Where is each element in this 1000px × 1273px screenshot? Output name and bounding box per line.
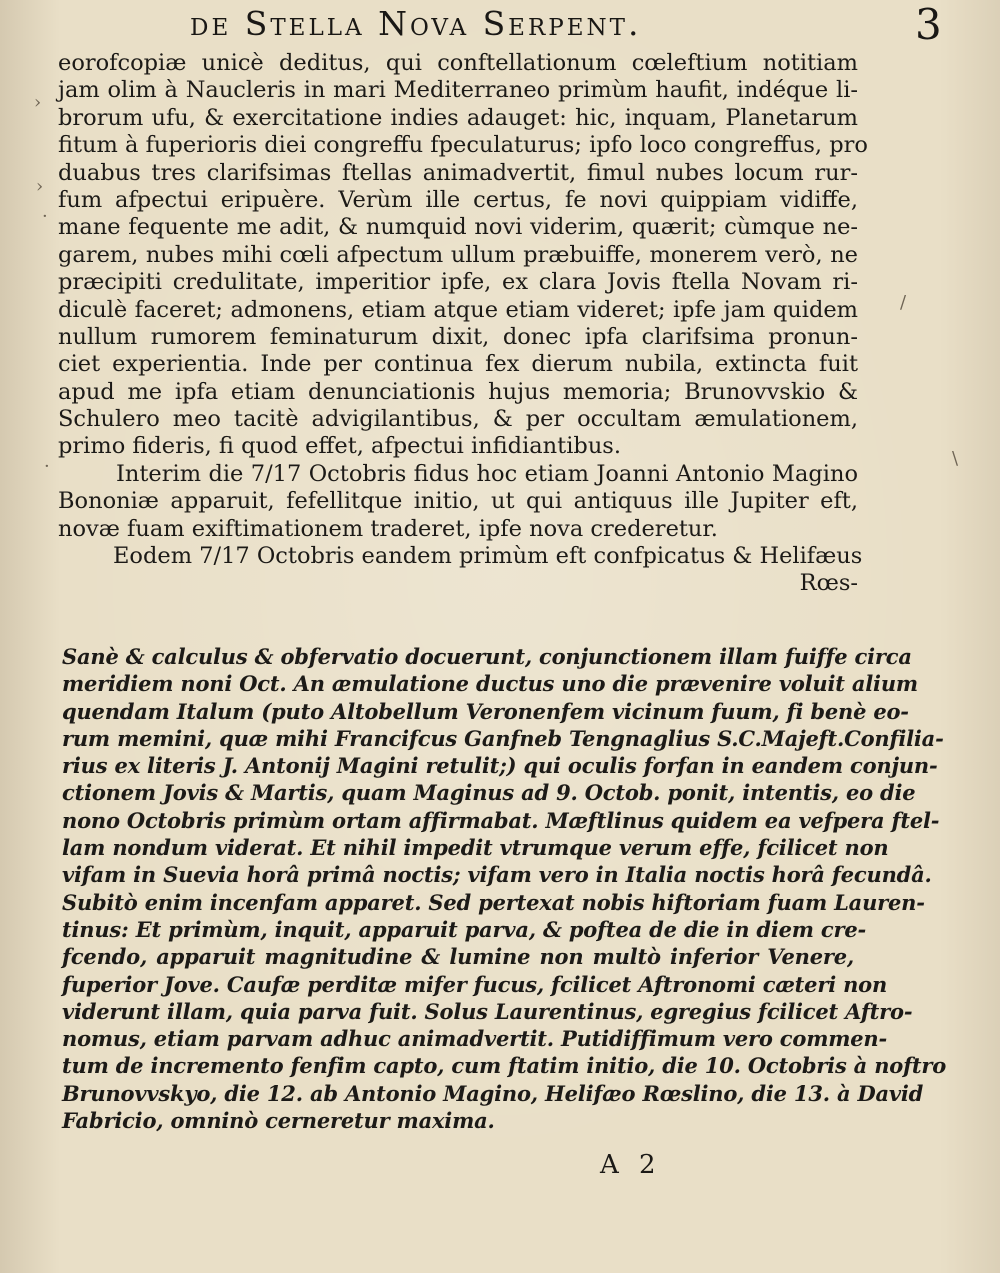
text-line: apud me ipfa etiam denunciationis hujus memoria; Brunovvskio & [58, 378, 858, 405]
margin-mark: \ [952, 448, 959, 469]
page-number: 3 [915, 0, 942, 49]
text-line: ciet experientia. Inde per continua fex dierum nubila, extincta fuit [58, 351, 858, 378]
text-line: mane fequente me adit, & numquid novi viderim, quærit; cùmque ne- [58, 214, 858, 241]
text-line: primo fideris, fi quod effet, afpectui infidiantibus. [58, 433, 622, 460]
annotation-line: vifam in Suevia horâ primâ noctis; vifam vero in Italia noctis horâ fecundâ. [62, 862, 932, 888]
annotation-line: rum memini, quæ mihi Francifcus Ganfneb Tengnaglius S.C.Majeft.Confilia- [62, 725, 944, 751]
annotation-line: Subitò enim incenfam apparet. Sed pertexat nobis hiftoriam fuam Lauren- [62, 889, 925, 915]
text-line: præcipiti credulitate, imperitior ipfe, ex clara Jovis ftella Novam ri- [58, 269, 858, 296]
annotation-line: viderunt illam, quia parva fuit. Solus Laurentinus, egregius fcilicet Aftro- [62, 998, 913, 1024]
signature-mark: A 2 [600, 1150, 662, 1180]
text-line: Interim die 7/17 Octobris fidus hoc etiam Joanni Antonio Magino [116, 460, 858, 487]
text-line: duabus tres clarifsimas ftellas animadvertit, fimul nubes locum rur- [58, 159, 858, 186]
text-line: nullum rumorem feminaturum dixit, donec ipfa clarifsima pronun- [58, 323, 858, 350]
margin-mark: / [900, 292, 907, 313]
annotation-line: tum de incremento fenfim capto, cum ftatim initio, die 10. Octobris à noftro [62, 1053, 947, 1079]
annotation-line: ctionem Jovis & Martis, quam Maginus ad 9. Octob. ponit, intentis, eo die [62, 780, 916, 806]
text-line: diculè faceret; admonens, etiam atque etiam videret; ipfe jam quidem [58, 296, 858, 323]
margin-mark: › [36, 176, 44, 197]
page-header [0, 0, 1000, 49]
annotation-line: fcendo, apparuit magnitudine & lumine non multò inferior Venere, [62, 944, 854, 970]
annotation-line: nomus, etiam parvam adhuc animadvertit. Putidiffimum vero commen- [62, 1026, 887, 1052]
margin-mark: › [34, 92, 42, 113]
annotation-line: quendam Italum (puto Altobellum Veronenfem vicinum fuum, fi benè eo- [62, 698, 909, 724]
annotation-line: tinus: Et primùm, inquit, apparuit parva, & poftea de die in diem cre- [62, 916, 867, 942]
text-line: fitum à fuperioris diei congreffu fpeculaturus; ipfo loco congreffus, pro [58, 132, 868, 159]
text-line: Schulero meo tacitè advigilantibus, & per occultam æmulationem, [58, 406, 858, 433]
margin-mark: · [42, 206, 48, 227]
annotation-line: Sanè & calculus & obfervatio docuerunt, conjunctionem illam fuiffe circa [62, 644, 912, 669]
margin-mark: · [44, 456, 50, 477]
annotation-line: fuperior Jove. Caufæ perditæ mifer fucus, fcilicet Aftronomi cæteri non [62, 971, 888, 997]
annotation-line: rius ex literis J. Antonij Magini retulit;) qui oculis forfan in eandem conjun- [62, 753, 938, 779]
text-line: Eodem 7/17 Octobris eandem primùm eft confpicatus & Helifæus [113, 543, 863, 570]
annotation-line: Brunovvskyo, die 12. ab Antonio Magino, Helifæo Rœslino, die 13. à David [62, 1080, 924, 1106]
text-line: fum afpectui eripuère. Verùm ille certus, fe novi quippiam vidiffe, [58, 186, 858, 213]
text-line: jam olim à Naucleris in mari Mediterraneo primùm haufit, indéque li- [58, 77, 858, 104]
annotation-line: lam nondum viderat. Et nihil impedit vtrumque verum effe, fcilicet non [62, 835, 889, 861]
annotation-line: nono Octobris primùm ortam affirmabat. Mæftlinus quidem ea vefpera ftel- [62, 807, 940, 833]
annotation-block [62, 643, 947, 1134]
annotation-line: meridiem noni Oct. An æmulatione ductus uno die prævenire voluit alium [62, 671, 918, 697]
text-line: garem, nubes mihi cœli afpectum ullum præbuiffe, monerem verò, ne [58, 241, 858, 268]
text-line: Bononiæ apparuit, fefellitque initio, ut qui antiquus ille Jupiter eft, [58, 488, 858, 515]
text-line: eorofcopiæ unicè deditus, qui conftellationum cœleftium notitiam [58, 50, 858, 76]
annotation-line: Fabricio, omninò cerneretur maxima. [62, 1108, 495, 1134]
main-text [58, 50, 868, 598]
catchword: Rœs- [799, 570, 858, 597]
running-title: de Stella Nova Serpent. [190, 4, 642, 43]
text-line: novæ fuam exiftimationem traderet, ipfe nova crederetur. [58, 515, 718, 542]
text-line: brorum ufu, & exercitatione indies adauget: hic, inquam, Planetarum [58, 104, 858, 131]
